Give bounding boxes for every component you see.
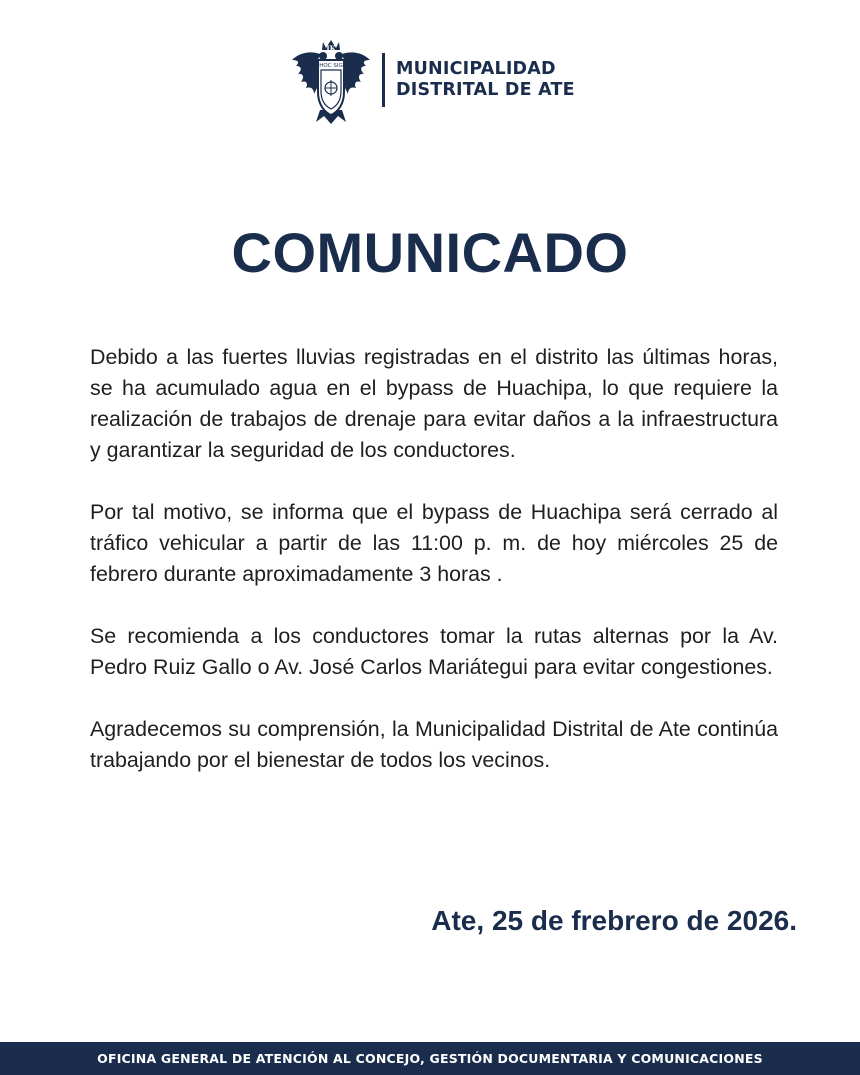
svg-text:HOC SIG: HOC SIG xyxy=(319,63,343,69)
document-title: COMUNICADO xyxy=(231,221,629,284)
organization-name xyxy=(396,59,575,101)
place-and-date: Ate, 25 de frebrero de 2026. xyxy=(431,905,797,936)
header-divider xyxy=(382,53,385,107)
body-paragraph-3: Se recomienda a los conductores tomar la rutas alternas por la Av. Pedro Ruiz Gallo o Av. José Carlos Mariátegui para evitar congestiones. xyxy=(90,624,778,679)
org-name-line2: DISTRITAL DE ATE xyxy=(396,80,575,100)
footer-bar xyxy=(0,1042,860,1075)
footer-office-name: OFICINA GENERAL DE ATENCIÓN AL CONCEJO, GESTIÓN DOCUMENTARIA Y COMUNICACIONES xyxy=(97,1051,763,1066)
body-paragraph-2: Por tal motivo, se informa que el bypass de Huachipa será cerrado al tráfico vehicular a partir de las 11:00 p. m. de hoy miércoles 25 de febrero durante aproximadamente 3 horas . xyxy=(90,500,778,586)
municipal-coat-of-arms-icon xyxy=(290,36,372,124)
org-name-line1: MUNICIPALIDAD xyxy=(396,59,556,79)
body-paragraph-1: Debido a las fuertes lluvias registradas en el distrito las últimas horas, se ha acumulado agua en el bypass de Huachipa, lo que requiere la realización de trabajos de drenaje para evitar daños a la infraestructura y garantizar la seguridad de los conductores. xyxy=(90,345,778,462)
body-paragraph-4: Agradecemos su comprensión, la Municipalidad Distrital de Ate continúa trabajando por el bienestar de todos los vecinos. xyxy=(90,717,778,772)
svg-text:IK: IK xyxy=(326,44,336,53)
document-body xyxy=(90,342,778,807)
header xyxy=(290,36,575,124)
